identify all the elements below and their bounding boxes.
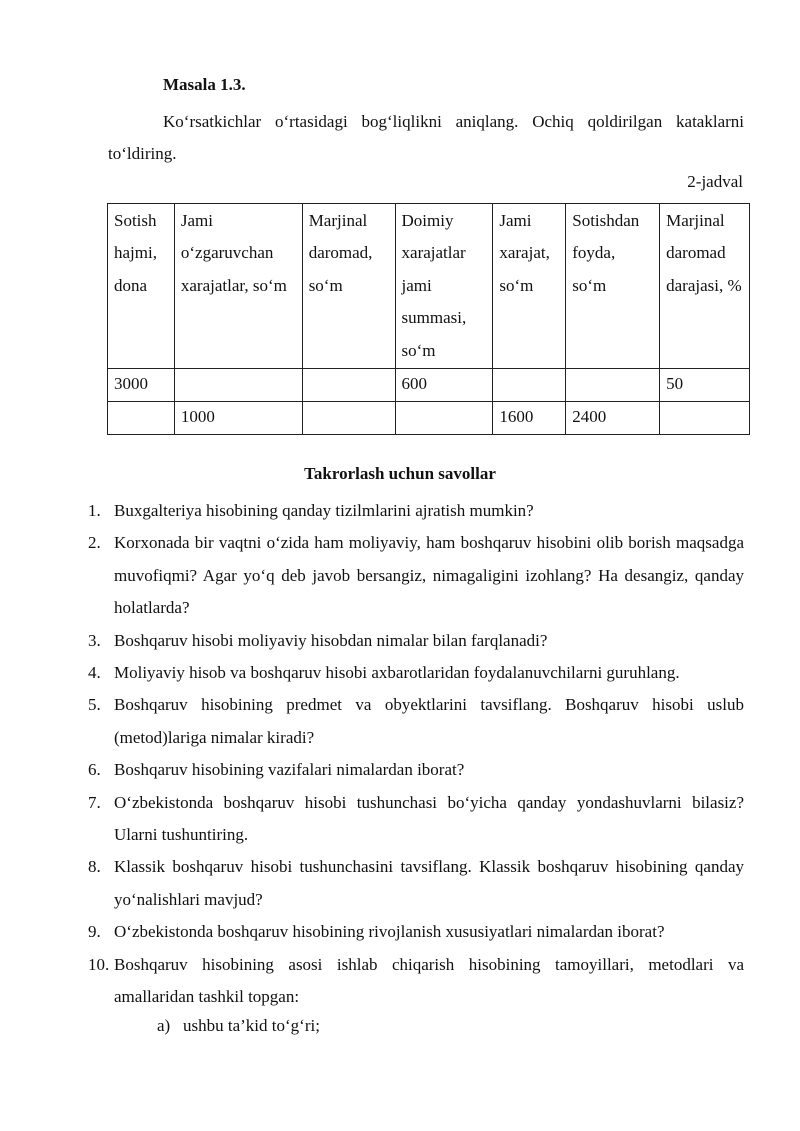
table-cell: 2400	[566, 402, 660, 435]
list-item	[88, 851, 744, 916]
question-list	[88, 495, 744, 1014]
table-cell	[108, 402, 175, 435]
header-cell: Jami o‘zgaruvchan xarajatlar, so‘m	[174, 204, 302, 369]
list-item	[88, 916, 744, 948]
sub-item	[157, 1016, 320, 1036]
list-number: 3.	[88, 630, 101, 650]
question-text: O‘zbekistonda boshqaruv hisobi tushunchasi bo‘yicha qanday yondashuvlarni bilasiz? Ularni tushuntiring.	[114, 792, 744, 845]
header-cell: Sotish hajmi, dona	[108, 204, 175, 369]
table-cell	[566, 369, 660, 402]
table-cell	[660, 402, 750, 435]
header-cell: Marjinal daromad, so‘m	[302, 204, 395, 369]
list-number: 5.	[88, 695, 101, 715]
data-table	[107, 203, 750, 435]
table-cell: 600	[395, 369, 493, 402]
question-text: Korxonada bir vaqtni o‘zida ham moliyaviy, ham boshqaruv hisobini olib borish maqsadga muvofiqmi? Agar yo‘q deb javob bersangiz, nimagaligini izohlang? Ha desangiz, qanday holatlarda?	[114, 533, 744, 618]
table-header-row	[108, 204, 750, 369]
table-cell	[395, 402, 493, 435]
table-row	[108, 369, 750, 402]
table-cell	[493, 369, 566, 402]
list-item	[88, 527, 744, 624]
list-item	[88, 625, 744, 657]
question-text: Moliyaviy hisob va boshqaruv hisobi axbarotlaridan foydalanuvchilarni guruhlang.	[114, 663, 680, 683]
question-text: Klassik boshqaruv hisobi tushunchasini tavsiflang. Klassik boshqaruv hisobining qanday yo‘nalishlari mavjud?	[114, 857, 744, 909]
list-item	[88, 949, 744, 1014]
list-number: 2.	[88, 533, 101, 553]
header-cell: Sotishdan foyda, so‘m	[566, 204, 660, 369]
question-text: Boshqaruv hisobining predmet va obyektlarini tavsiflang. Boshqaruv hisobi uslub (metod)lariga nimalar kiradi?	[114, 695, 744, 747]
problem-statement-text: Ko‘rsatkichlar o‘rtasidagi bog‘liqlikni aniqlang. Ochiq qoldirilgan kataklarni to‘ldiring.	[108, 112, 744, 163]
list-number: 4.	[88, 663, 101, 683]
list-item	[88, 689, 744, 754]
table-cell	[174, 369, 302, 402]
list-item	[88, 754, 744, 786]
list-item	[88, 787, 744, 852]
question-text: Boshqaruv hisobining vazifalari nimalardan iborat?	[114, 760, 465, 780]
section-title: Takrorlash uchun savollar	[304, 464, 496, 483]
table-cell	[302, 402, 395, 435]
problem-statement	[108, 106, 744, 170]
list-number: 9.	[88, 922, 101, 942]
list-number: 8.	[88, 857, 101, 877]
header-cell: Marjinal daromad darajasi, %	[660, 204, 750, 369]
question-text: Boshqaruv hisobining asosi ishlab chiqarish hisobining tamoyillari, metodlari va amallaridan tashkil topgan:	[114, 954, 744, 1007]
question-text: Buxgalteriya hisobining qanday tizilmlarini ajratish mumkin?	[114, 501, 534, 520]
question-text: Boshqaruv hisobi moliyaviy hisobdan nimalar bilan farqlanadi?	[114, 630, 548, 650]
header-cell: Jami xarajat, so‘m	[493, 204, 566, 369]
list-number: 1.	[88, 501, 101, 520]
table-caption: 2-jadval	[687, 172, 743, 191]
problem-title: Masala 1.3.	[163, 75, 246, 94]
table-row	[108, 402, 750, 435]
table-cell	[302, 369, 395, 402]
table-cell: 1600	[493, 402, 566, 435]
list-item	[88, 657, 744, 689]
table-cell: 50	[660, 369, 750, 402]
list-number: 7.	[88, 792, 101, 812]
question-text: O‘zbekistonda boshqaruv hisobining rivojlanish xususiyatlari nimalardan iborat?	[114, 922, 665, 942]
list-number: 10.	[88, 954, 110, 974]
list-item	[88, 495, 744, 527]
header-cell: Doimiy xarajatlar jami summasi, so‘m	[395, 204, 493, 369]
table-cell: 1000	[174, 402, 302, 435]
table-cell: 3000	[108, 369, 175, 402]
sub-item-text: ushbu ta’kid to‘g‘ri;	[183, 1016, 320, 1035]
sub-item-letter: a)	[157, 1016, 171, 1035]
list-number: 6.	[88, 760, 101, 780]
